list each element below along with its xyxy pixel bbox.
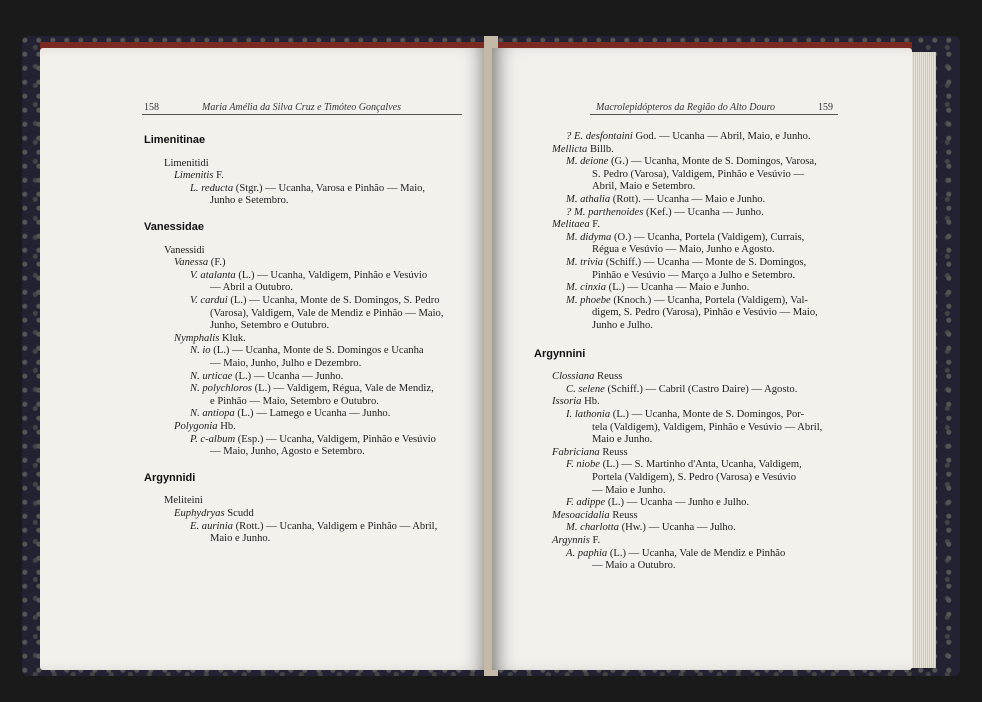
species-record: (L.) — S. Martinho d'Anta, Ucanha, Valdigem,	[599, 459, 802, 471]
species-record: (Rott). — Ucanha — Maio e Junho.	[610, 194, 766, 205]
left-page-number: 158	[144, 102, 159, 113]
entry-continuation: Maio e Junho.	[592, 434, 653, 446]
species-name: E. aurinia	[190, 520, 233, 532]
genus-author: Reuss	[599, 446, 628, 458]
tribe-name: Limenitidi	[164, 157, 209, 169]
entry-continuation: — Abril a Outubro.	[210, 282, 293, 294]
genus-italic: Nymphalis	[174, 332, 220, 344]
section-heading: Argynnidi	[144, 471, 196, 484]
genus-name	[174, 420, 236, 434]
species-record: (L.) — Ucanha — Maio e Junho.	[606, 282, 750, 294]
genus-author: Reuss	[594, 371, 623, 383]
species-name: M. cinxia	[566, 282, 607, 294]
entry-continuation: Maio e Junho.	[210, 533, 271, 545]
genus-italic: Argynnis	[552, 535, 590, 546]
entry-continuation: tela (Valdigem), Valdigem, Pinhão e Vesúvio — Abril,	[592, 421, 823, 433]
genus-italic: Limenitis	[174, 170, 214, 182]
species-entry	[566, 256, 806, 270]
species-entry	[566, 294, 808, 308]
entry-continuation: (Varosa), Valdigem, Vale de Mendiz e Pinhão — Maio,	[210, 307, 444, 319]
species-record: (L.) — Ucanha, Vale de Mendiz e Pinhão	[607, 547, 786, 559]
species-entry	[566, 130, 811, 144]
genus-name	[552, 143, 614, 157]
genus-name	[174, 332, 246, 346]
species-name: M. didyma	[566, 231, 612, 243]
species-name: ? M. parthenoides	[566, 206, 644, 218]
species-record: (L.) — Valdigem, Régua, Vale de Mendiz,	[252, 383, 434, 395]
entry-continuation: — Maio a Outubro.	[592, 560, 676, 572]
tribe-name: Meliteini	[164, 495, 203, 507]
species-record: (Esp.) — Ucanha, Valdigem, Pinhão e Vesúvio	[235, 433, 436, 445]
species-entry	[566, 383, 797, 397]
genus-name	[552, 395, 600, 409]
species-entry	[190, 294, 440, 308]
section-heading: Vanessidae	[144, 221, 204, 233]
species-record: (Rott.) — Ucanha, Valdigem e Pinhão — Abril,	[232, 520, 438, 532]
genus-italic: Melitaea	[552, 219, 590, 231]
genus-italic: Vanessa	[174, 257, 209, 269]
species-entry	[566, 231, 804, 245]
genus-author: Hb.	[581, 396, 600, 408]
species-record: (L.) — Ucanha, Monte de S. Domingos e Ucanha	[210, 345, 424, 357]
genus-author: Reuss	[609, 509, 638, 521]
species-name: N. io	[190, 345, 211, 357]
right-page-number: 159	[818, 102, 833, 113]
species-record: God. — Ucanha — Abril, Maio, e Junho.	[632, 131, 811, 142]
species-name: A. paphia	[566, 547, 608, 559]
species-name: M. phoebe	[566, 294, 611, 306]
entry-continuation: Pinhão e Vesúvio — Março a Julho e Setembro.	[592, 269, 796, 281]
genus-author: Kluk.	[219, 332, 246, 344]
genus-italic: Issoria	[552, 396, 582, 408]
genus-italic: Euphydryas	[174, 508, 225, 519]
entry-continuation: digem, S. Pedro (Varosa), Pinhão e Vesúvio — Maio,	[592, 307, 818, 319]
entry-continuation: — Maio, Junho, Julho e Dezembro.	[210, 358, 362, 369]
entry-continuation: e Pinhão — Maio, Setembro e Outubro.	[210, 395, 379, 407]
genus-author: F.	[589, 219, 600, 231]
section-heading: Argynnini	[534, 347, 586, 360]
species-name: V. cardui	[190, 295, 228, 306]
species-name: ? E. desfontaini	[566, 131, 633, 142]
genus-author: F.	[589, 535, 601, 546]
genus-name	[174, 507, 254, 521]
species-entry	[566, 155, 817, 169]
entry-continuation: Junho e Julho.	[592, 320, 653, 331]
species-name: F. niobe	[566, 459, 600, 471]
genus-name	[552, 218, 600, 232]
species-entry	[566, 521, 736, 535]
right-header-rule	[590, 114, 838, 115]
species-entry	[566, 458, 802, 472]
species-name: M. athalia	[566, 194, 611, 205]
species-record: (Hw.) — Ucanha — Julho.	[618, 522, 736, 534]
genus-name	[174, 256, 226, 270]
species-entry	[190, 382, 434, 396]
left-running-header: Maria Amélia da Silva Cruz e Timóteo Gonçalves	[202, 102, 401, 113]
genus-italic: Mellicta	[552, 143, 588, 155]
species-name: F. adippe	[566, 497, 606, 509]
species-entry	[566, 193, 765, 207]
species-entry	[190, 370, 343, 384]
species-entry	[190, 182, 425, 196]
genus-name	[174, 169, 224, 183]
species-record: (Knoch.) — Ucanha, Portela (Valdigem), Val-	[610, 294, 808, 306]
species-name: V. atalanta	[190, 269, 236, 281]
species-name: L. reducta	[190, 182, 234, 194]
entry-continuation: Junho e Setembro.	[210, 195, 289, 207]
species-entry	[566, 547, 785, 561]
entry-continuation: Régua e Vesúvio — Maio, Junho e Agosto.	[592, 244, 775, 256]
genus-name	[552, 370, 622, 384]
species-record: (Schiff.) — Cabril (Castro Daire) — Agosto.	[604, 383, 798, 395]
entry-continuation: S. Pedro (Varosa), Valdigem, Pinhão e Vesúvio —	[592, 168, 805, 180]
genus-italic: Clossiana	[552, 371, 595, 383]
species-record: (Stgr.) — Ucanha, Varosa e Pinhão — Maio,	[233, 182, 426, 194]
species-record: (L.) — Ucanha, Valdigem, Pinhão e Vesúvio	[235, 269, 428, 281]
species-name: M. deione	[566, 156, 609, 168]
species-record: (O.) — Ucanha, Portela (Valdigem), Currais,	[611, 231, 805, 243]
species-record: (Schiff.) — Ucanha — Monte de S. Domingos,	[603, 257, 807, 268]
species-name: N. antiopa	[190, 408, 235, 420]
genus-name	[552, 446, 628, 460]
genus-name	[552, 509, 638, 523]
tribe-name: Vanessidi	[164, 244, 205, 256]
species-entry	[190, 407, 390, 421]
section-heading: Limenitinae	[144, 134, 206, 146]
entry-continuation: Portela (Valdigem), S. Pedro (Varosa) e Vesúvio	[592, 472, 796, 483]
species-name: M. charlotta	[566, 522, 619, 534]
entry-continuation: — Maio, Junho, Agosto e Setembro.	[210, 446, 365, 458]
species-entry	[566, 206, 764, 220]
right-page	[492, 48, 912, 670]
species-record: (G.) — Ucanha, Monte de S. Domingos, Varosa,	[608, 156, 817, 168]
species-name: N. polychloros	[190, 383, 252, 395]
genus-author: F.	[213, 170, 224, 182]
genus-name	[552, 534, 600, 548]
right-running-header: Macrolepidópteros da Região do Alto Douro	[596, 102, 775, 113]
genus-author: Scudd	[224, 508, 254, 519]
entry-continuation: — Maio e Junho.	[592, 484, 666, 496]
species-name: N. urticae	[190, 370, 233, 382]
species-entry	[190, 520, 437, 534]
species-entry	[566, 281, 749, 295]
species-record: (L.) — Ucanha — Junho e Julho.	[605, 497, 750, 509]
species-record: (L.) — Lamego e Ucanha — Junho.	[234, 408, 391, 420]
genus-author: Hb.	[217, 421, 236, 432]
species-record: (L.) — Ucanha, Monte de S. Domingos, Por-	[610, 409, 805, 420]
species-entry	[190, 433, 436, 447]
genus-author: Billb.	[587, 143, 614, 155]
entry-continuation: Abril, Maio e Setembro.	[592, 181, 696, 193]
species-record: (L.) — Ucanha, Monte de S. Domingos, S. Pedro	[227, 295, 440, 306]
genus-italic: Mesoacidalia	[552, 509, 610, 521]
left-page	[40, 48, 488, 670]
species-name: I. lathonia	[566, 409, 611, 420]
species-entry	[190, 269, 427, 283]
entry-continuation: Junho, Setembro e Outubro.	[210, 320, 330, 332]
genus-italic: Polygonia	[174, 421, 218, 432]
species-name: M. trivia	[566, 257, 604, 268]
species-record: (L.) — Ucanha — Junho.	[232, 370, 344, 382]
species-entry	[566, 496, 749, 510]
genus-author: (F.)	[208, 257, 226, 269]
species-name: C. selene	[566, 383, 605, 395]
species-name: P. c-album	[190, 433, 236, 445]
species-record: (Kef.) — Ucanha — Junho.	[643, 206, 764, 218]
species-entry	[566, 408, 804, 422]
left-header-rule	[142, 114, 462, 115]
species-entry	[190, 344, 424, 358]
genus-italic: Fabriciana	[552, 446, 600, 458]
